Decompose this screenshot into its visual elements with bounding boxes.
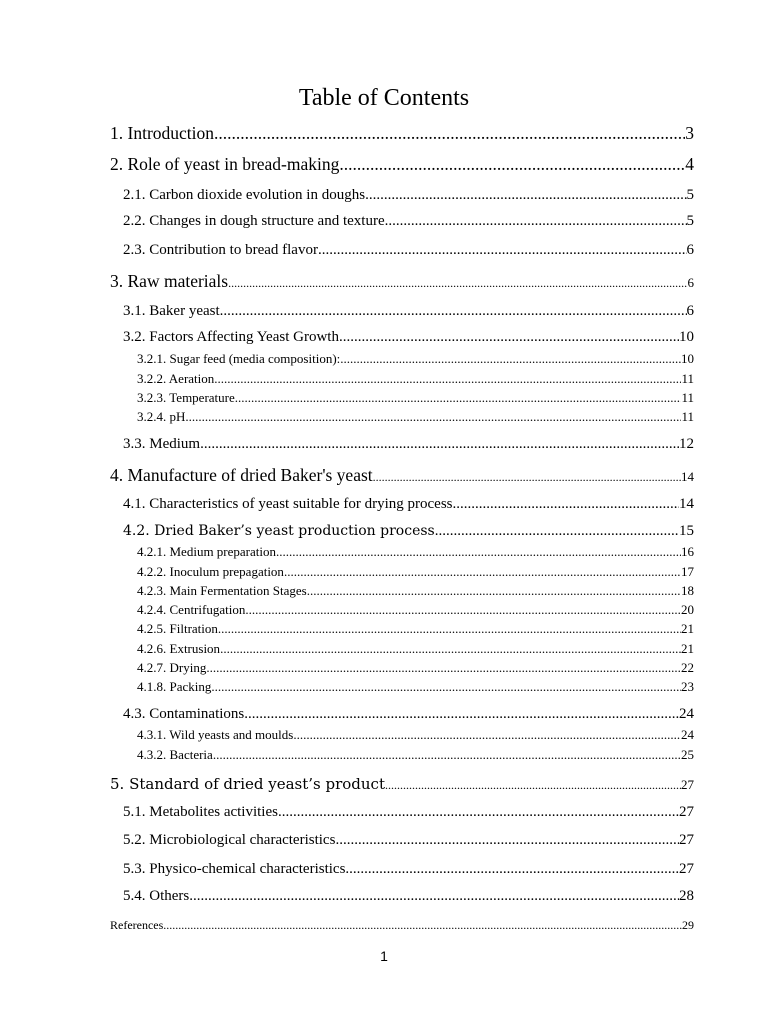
toc-entry-label: 4.1. Characteristics of yeast suitable for drying process (123, 496, 453, 512)
toc-entry-label: 3.3. Medium (123, 436, 201, 452)
toc-entry-2 (110, 153, 694, 175)
toc-entry-page: 21 (681, 621, 694, 636)
toc-entry-label: 4.3. Contaminations (123, 706, 245, 722)
toc-entry-3-1 (123, 302, 694, 321)
toc-entry-page: 24 (679, 706, 694, 722)
toc-entry-page: 27 (681, 777, 694, 792)
toc-entry-page: 5 (686, 187, 694, 203)
toc-entry-label: 5.1. Metabolites activities (123, 804, 278, 820)
toc-entry-5-1 (123, 803, 694, 822)
toc-entry-page: 14 (681, 469, 694, 484)
toc-entry-3-2-2 (137, 370, 694, 387)
toc-entry-2-1 (123, 186, 694, 205)
toc-entry-page: 11 (681, 371, 694, 386)
toc-entry-4-2 (123, 522, 694, 541)
toc-entry-page: 20 (681, 602, 694, 617)
toc-entry-label: 5.2. Microbiological characteristics (123, 832, 336, 848)
toc-entry-label: 4.2.7. Drying (137, 660, 207, 675)
toc-entry-label: 3.2.1. Sugar feed (media composition): (137, 351, 341, 366)
toc-entry-page: 23 (681, 679, 694, 694)
toc-entry-page: 10 (679, 329, 694, 345)
toc-entry-page: 27 (679, 832, 694, 848)
toc-entry-page: 11 (681, 409, 694, 424)
toc-entry-label: 3.2.2. Aeration (137, 371, 215, 386)
toc-entry-4-1-8 (137, 678, 694, 695)
toc-entry-3-2-3 (137, 389, 694, 406)
toc-entry-label: 4.3.2. Bacteria (137, 747, 213, 762)
toc-entry-page: 28 (679, 888, 694, 904)
toc-entry-label: 2.2. Changes in dough structure and texture (123, 213, 385, 229)
toc-entry-3-2-1 (137, 350, 694, 367)
toc-entry-page: 27 (679, 861, 694, 877)
toc-entry-page: 6 (686, 303, 694, 319)
toc-entry-label: 4.2.3. Main Fermentation Stages (137, 583, 307, 598)
toc-entry-label: 4.1.8. Packing (137, 679, 212, 694)
toc-entry-5-3 (123, 860, 694, 879)
toc-entry-page: 27 (679, 804, 694, 820)
toc-entry-label: References (110, 918, 164, 932)
toc-entry-page: 3 (685, 123, 694, 143)
toc-entry-page: 24 (681, 727, 694, 742)
toc-entry-4-2-1 (137, 543, 694, 560)
toc-entry-label: 4. Manufacture of dried Baker's yeast (110, 465, 373, 485)
toc-entry-3-3 (123, 435, 694, 454)
toc-entry-4-2-3 (137, 582, 694, 599)
toc-entry-label: 4.2.6. Extrusion (137, 641, 221, 656)
toc-entry-page: 16 (681, 544, 694, 559)
page-title: Table of Contents (298, 85, 470, 111)
toc-entry-4 (110, 464, 694, 488)
toc-entry-4-3-1 (137, 726, 694, 743)
toc-entry-page: 18 (681, 583, 694, 598)
toc-entry-page: 12 (679, 436, 694, 452)
toc-entry-3-2-4 (137, 408, 694, 425)
toc-entry-label: 4.3.1. Wild yeasts and moulds (137, 727, 294, 742)
toc-entry-label: 2.3. Contribution to bread flavor (123, 242, 318, 258)
toc-entry-page: 6 (687, 275, 694, 290)
toc-entry-5-4 (123, 887, 694, 906)
toc-entry-4-3-2 (137, 746, 694, 763)
toc-entry-page: 5 (686, 213, 694, 229)
toc-entry-4-2-6 (137, 640, 694, 657)
toc-entry-label: 4.2.1. Medium preparation. (137, 544, 280, 559)
toc-entry-2-3 (123, 241, 694, 260)
toc-entry-label: 3.2. Factors Affecting Yeast Growth (123, 329, 339, 345)
toc-entry-label: 5.3. Physico-chemical characteristics (123, 861, 346, 877)
toc-entry-label: 3.1. Baker yeast (123, 303, 220, 319)
toc-entry-4-2-7 (137, 659, 694, 676)
toc-entry-2-2 (123, 212, 694, 231)
toc-entry-page: 21 (681, 641, 694, 656)
toc-entry-label: 4.2.5. Filtration (137, 621, 218, 636)
toc-entry-3 (110, 270, 694, 294)
toc-entry-label: 5.4. Others (123, 888, 190, 904)
toc-entry-5 (110, 772, 694, 796)
page-number: 1 (380, 948, 388, 964)
toc-entry-label: 5. Standard of dried yeast’s product (110, 775, 385, 793)
toc-entry-1 (110, 122, 694, 144)
toc-entry-5-2 (123, 831, 694, 850)
toc-entry-3-2 (123, 328, 694, 347)
toc-entry-label: 4.2. Dried Baker’s yeast production process (123, 523, 435, 539)
toc-entry-label: 4.2.4. Centrifugation (137, 602, 246, 617)
toc-entry-4-1 (123, 495, 694, 514)
toc-entry-page: 4 (685, 154, 694, 174)
toc-entry-page: 29 (682, 918, 694, 932)
toc-entry-page: 22 (681, 660, 694, 675)
toc-entry-page: 6 (686, 242, 694, 258)
toc-entry-page: 14 (679, 496, 694, 512)
toc-entry-page: 17 (681, 564, 694, 579)
toc-entry-label: 3.2.3. Temperature (137, 390, 235, 405)
toc-entry-page: 25 (681, 747, 694, 762)
toc-entry-label: 3.2.4. pH (137, 409, 186, 424)
toc-entry-label: 3. Raw materials (110, 271, 229, 291)
toc-entry-label: 1. Introduction (110, 123, 215, 143)
toc-entry-references (110, 917, 694, 933)
toc-entry-page: 15 (679, 523, 694, 539)
toc-entry-label: 2.1. Carbon dioxide evolution in doughs (123, 187, 366, 203)
toc-entry-4-2-2 (137, 563, 694, 580)
toc-entry-page: 10 (681, 351, 694, 366)
toc-entry-4-2-5 (137, 620, 694, 637)
toc-entry-4-3 (123, 705, 694, 724)
toc-entry-4-2-4 (137, 601, 694, 618)
toc-entry-label: 2. Role of yeast in bread-making (110, 154, 340, 174)
toc-entry-page: 11 (681, 390, 694, 405)
toc-entry-label: 4.2.2. Inoculum prepagation (137, 564, 284, 579)
